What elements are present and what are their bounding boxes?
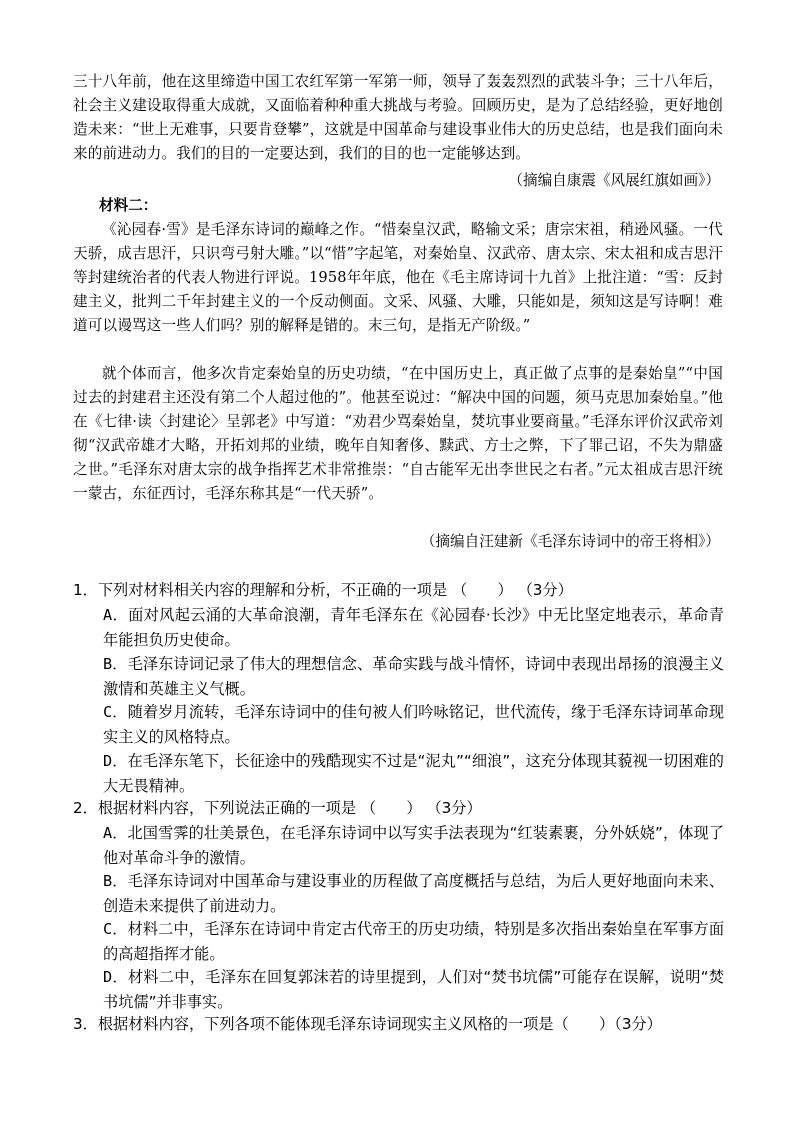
- option-text: 材料二中，毛泽东在诗词中肯定古代帝王的历史功绩，特别是多次指出秦始皇在军事方面的高超指挥才能。: [103, 920, 725, 963]
- question-2-option-d[interactable]: [103, 965, 724, 1014]
- option-key: C．: [103, 920, 128, 938]
- material-two-paragraph-two: 就个体而言，他多次肯定秦始皇的历史功绩，“在中国历史上，真正做了点事的是秦始皇”“中国过去的封建君主还没有第二个人超过他的”。他甚至说过：“解决中国的问题，须马克思加秦始皇。”他在《七律·读〈封建论〉呈郭老》中写道：“劝君少骂秦始皇，焚坑事业要商量。”毛泽东评价汉武帝刘彻“汉武帝雄才大略，开拓刘邦的业绩，晚年自知奢侈、黩武、方士之弊，下了罪己诏，不失为鼎盛之世。”毛泽东对唐太宗的战争指挥艺术非常推崇：“自古能军无出李世民之右者。”元太祖成吉思汗统一蒙古，东征西讨，毛泽东称其是“一代天骄”。: [73, 365, 723, 502]
- option-text: 毛泽东诗词记录了伟大的理想信念、革命实践与战斗情怀，诗词中表现出昂扬的浪漫主义激情和英雄主义气概。: [103, 655, 725, 698]
- question-1-option-a[interactable]: [103, 603, 724, 652]
- option-key: B．: [103, 655, 128, 673]
- question-2-option-b[interactable]: [103, 869, 724, 918]
- question-2-option-c[interactable]: [103, 917, 724, 966]
- option-key: A．: [103, 824, 128, 842]
- material-one-closing-paragraph: 三十八年前，他在这里缔造中国工农红军第一军第一师，领导了轰轰烈烈的武装斗争；三十八年后，社会主义建设取得重大成就，又面临着种种重大挑战与考验。回顾历史，是为了总结经验，更好地创造未来：“世上无难事，只要肯登攀”，这就是中国革命与建设事业伟大的历史总结，也是我们面向未来的前进动力。我们的目的一定要达到，我们的目的也一定能够达到。: [73, 73, 723, 162]
- material-two-paragraph-one: 《沁园春·雪》是毛泽东诗词的巅峰之作。“惜秦皇汉武，略输文采；唐宗宋祖，稍逊风骚。一代天骄，成吉思汗，只识弯弓射大雕。”以“惜”字起笔，对秦始皇、汉武帝、唐太宗、宋太祖和成吉思汗等封建统治者的代表人物进行评说。1958年年底，他在《毛主席诗词十九首》上批注道：“雪：反封建主义，批判二千年封建主义的一个反动侧面。文采、风骚、大雕，只能如是，须知这是写诗啊！难道可以谩骂这一些人们吗？别的解释是错的。末三句，是指无产阶级。”: [73, 221, 723, 334]
- option-key: D．: [103, 752, 128, 770]
- option-key: A．: [103, 606, 129, 624]
- material-two-source: （摘编自汪建新《毛泽东诗词中的帝王将相》）: [420, 533, 720, 550]
- material-two-label: 材料二：: [99, 197, 158, 214]
- option-key: C．: [103, 703, 128, 721]
- question-1-option-b[interactable]: [103, 652, 724, 701]
- question-2-stem: 2．根据材料内容，下列说法正确的一项是 （ ） （3分）: [73, 799, 482, 817]
- option-text: 随着岁月流转，毛泽东诗词中的佳句被人们吟咏铭记，世代流传，缘于毛泽东诗词革命现实主义的风格特点。: [103, 703, 725, 746]
- question-2-option-a[interactable]: [103, 821, 724, 870]
- option-text: 在毛泽东笔下，长征途中的残酷现实不过是“泥丸”“细浪”，这充分体现其藐视一切困难的大无畏精神。: [103, 752, 724, 795]
- option-text: 毛泽东诗词对中国革命与建设事业的历程做了高度概括与总结，为后人更好地面向未来、创造未来提供了前进动力。: [103, 872, 725, 915]
- option-key: D．: [103, 968, 128, 986]
- question-1-option-c[interactable]: [103, 700, 724, 749]
- question-1-option-d[interactable]: [103, 749, 724, 798]
- option-text: 面对风起云涌的大革命浪潮，青年毛泽东在《沁园春·长沙》中无比坚定地表示，革命青年能担负历史使命。: [103, 606, 724, 649]
- question-3-stem: 3．根据材料内容，下列各项不能体现毛泽东诗词现实主义风格的一项是（ ）（3分）: [73, 1015, 662, 1033]
- option-key: B．: [103, 872, 128, 890]
- material-one-source: （摘编自康震《风展红旗如画》）: [508, 172, 720, 189]
- question-1-stem: 1．下列对材料相关内容的理解和分析，不正确的一项是 （ ） （3分）: [73, 581, 573, 599]
- option-text: 北国雪霁的壮美景色，在毛泽东诗词中以写实手法表现为“红装素裹，分外妖娆”，体现了他对革命斗争的激情。: [103, 824, 724, 867]
- option-text: 材料二中，毛泽东在回复郭沫若的诗里提到，人们对“焚书坑儒”可能存在误解，说明“焚书坑儒”并非事实。: [103, 968, 724, 1011]
